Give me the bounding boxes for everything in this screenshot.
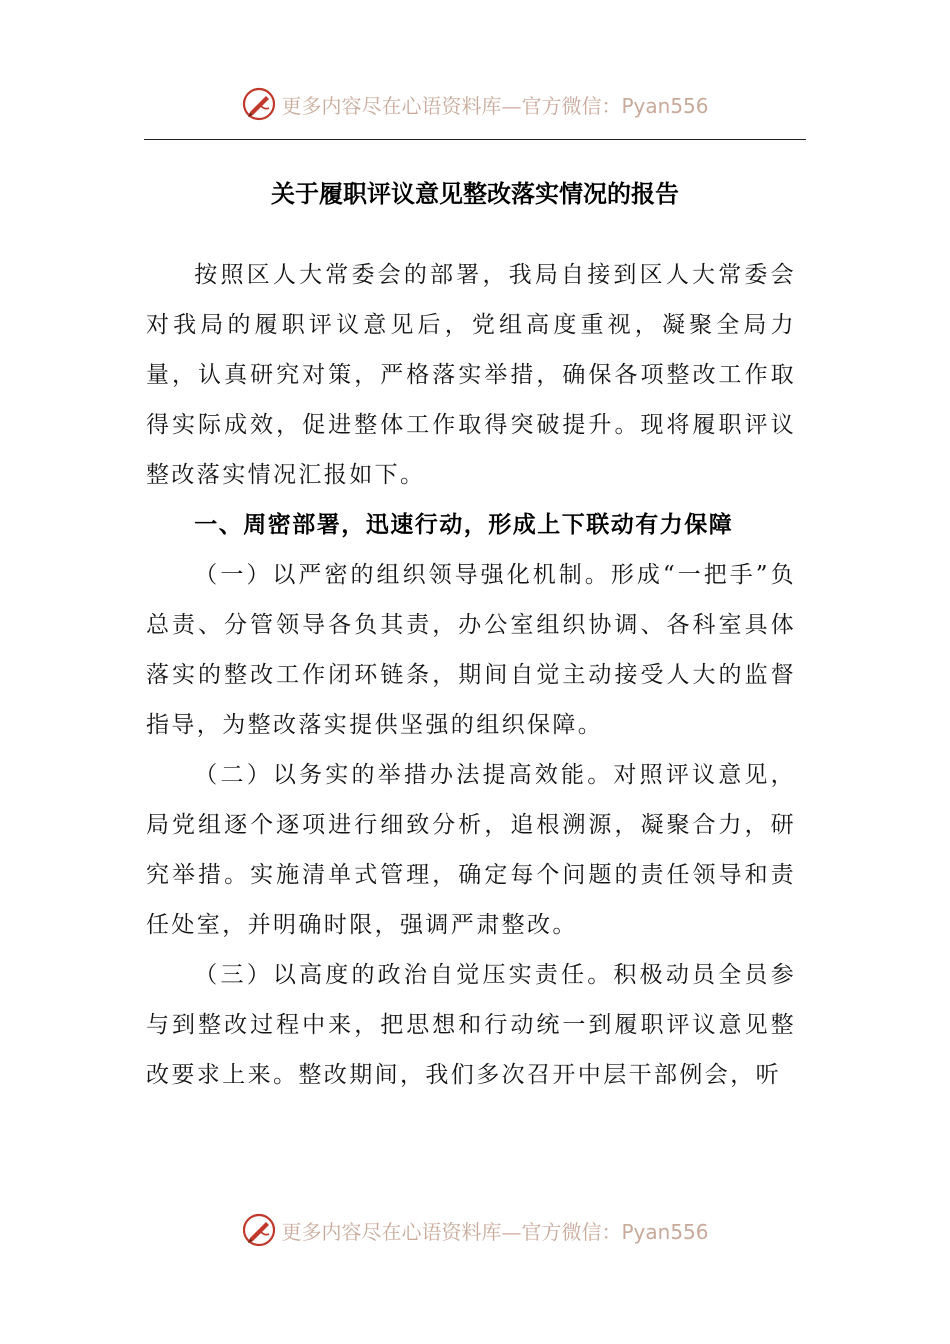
pen-circle-logo-icon <box>241 86 277 122</box>
document-title: 关于履职评议意见整改落实情况的报告 <box>271 179 679 208</box>
body-paragraph: （二）以务实的举措办法提高效能。对照评议意见，局党组逐个逐项进行细致分析，追根溯源，凝聚合力，研究举措。实施清单式管理，确定每个问题的责任领导和责任处室，并明确时限，强调严肃整改。 <box>146 762 796 938</box>
watermark-text: 更多内容尽在心语资料库—官方微信：Pyan556 <box>281 1219 709 1244</box>
pen-circle-logo-icon <box>241 1212 277 1248</box>
footer-watermark <box>0 1210 950 1250</box>
header-divider <box>144 139 806 140</box>
body-paragraph: （一）以严密的组织领导强化机制。形成“一把手”负总责、分管领导各负其责，办公室组织协调、各科室具体落实的整改工作闭环链条，期间自觉主动接受人大的监督指导，为整改落实提供坚强的组织保障。 <box>146 562 796 738</box>
watermark-text: 更多内容尽在心语资料库—官方微信：Pyan556 <box>281 93 709 118</box>
section-heading: 一、周密部署，迅速行动，形成上下联动有力保障 <box>194 512 734 538</box>
header-watermark <box>0 84 950 124</box>
document-body <box>146 250 796 1100</box>
intro-paragraph: 按照区人大常委会的部署，我局自接到区人大常委会对我局的履职评议意见后，党组高度重视，凝聚全局力量，认真研究对策，严格落实举措，确保各项整改工作取得实际成效，促进整体工作取得突破提升。现将履职评议整改落实情况汇报如下。 <box>146 262 796 488</box>
body-paragraph: （三）以高度的政治自觉压实责任。积极动员全员参与到整改过程中来，把思想和行动统一到履职评议意见整改要求上来。整改期间，我们多次召开中层干部例会，听 <box>146 962 796 1088</box>
